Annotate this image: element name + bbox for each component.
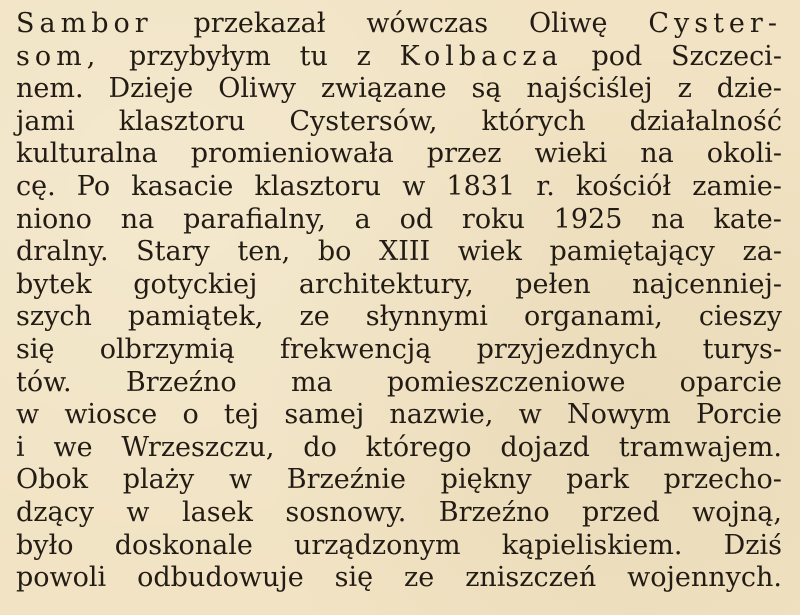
word: tu	[299, 40, 328, 72]
word: bo	[317, 236, 352, 268]
word: w	[126, 496, 150, 528]
word: Po	[76, 170, 111, 202]
word: są	[471, 73, 502, 105]
word: pełen	[515, 268, 591, 300]
word: zamie-	[692, 170, 782, 202]
word: niono	[16, 203, 92, 235]
word: przez	[426, 138, 502, 170]
text-line-11	[16, 334, 782, 367]
word: do	[303, 431, 337, 463]
word: dralny.	[16, 236, 109, 268]
word: 1925	[553, 203, 623, 235]
word: jami	[16, 105, 75, 137]
word: sosnowy.	[285, 496, 407, 528]
word: za-	[742, 236, 782, 268]
word: odbudowuje	[137, 562, 304, 594]
word: dzie-	[716, 73, 782, 105]
word: pomieszczeniowe	[386, 366, 626, 398]
word: XIII	[378, 236, 431, 268]
word-cystersom-part1: Cyster-	[648, 8, 782, 39]
word: którego	[365, 431, 472, 463]
word: bytek	[16, 268, 92, 300]
word: Szczeci-	[671, 40, 782, 72]
word: a	[354, 203, 371, 235]
word: związane	[320, 73, 447, 105]
word: ma	[290, 366, 333, 398]
text-line-1	[16, 8, 782, 41]
word: parafialny,	[183, 203, 326, 235]
text-line-16	[16, 497, 782, 530]
word: organami,	[523, 301, 663, 333]
text-line-15	[16, 464, 782, 497]
word: Cystersów,	[289, 105, 438, 137]
word: w	[228, 464, 253, 496]
word: słynnymi	[365, 301, 488, 333]
word: kasacie	[131, 170, 234, 202]
word: ten,	[237, 236, 291, 268]
text-line-4	[16, 106, 782, 139]
word: Porcie	[695, 399, 782, 431]
word: działalność	[629, 105, 782, 137]
word: klasztoru	[118, 105, 246, 137]
word: wiosce	[64, 399, 158, 431]
word: we	[53, 431, 93, 463]
word: cieszy	[698, 301, 782, 333]
word: samej	[284, 399, 365, 431]
word: w	[518, 399, 542, 431]
word: tów.	[16, 366, 72, 398]
word: olbrzymią	[99, 333, 235, 365]
word: oparcie	[679, 366, 782, 398]
text-line-7	[16, 204, 782, 237]
word: przybyłym	[129, 40, 271, 72]
word: kulturalna	[16, 138, 158, 170]
word: zniszczeń	[465, 562, 597, 594]
word: nazwie,	[389, 399, 494, 431]
word: Wrzeszczu,	[121, 431, 275, 463]
word: wówczas	[366, 8, 489, 39]
word: piękny	[440, 464, 532, 496]
word: szych	[16, 301, 92, 333]
word: kąpieliskiem.	[501, 529, 683, 561]
word: z	[356, 40, 371, 72]
word: kościół	[575, 170, 672, 202]
word: roku	[461, 203, 525, 235]
word: w	[16, 399, 40, 431]
word: r.	[536, 170, 555, 202]
word: przecho-	[663, 464, 782, 496]
text-line-12	[16, 367, 782, 400]
word: i	[16, 431, 25, 463]
word: powoli	[16, 562, 107, 594]
word: cę.	[16, 170, 56, 202]
word: turys-	[702, 333, 782, 365]
word: dojazd	[500, 431, 590, 463]
word: nem.	[16, 73, 84, 105]
word: gotyckiej	[133, 268, 258, 300]
word: Brzeźno	[125, 366, 237, 398]
word: wojną,	[692, 496, 782, 528]
word: przed	[582, 496, 660, 528]
word: architektury,	[298, 268, 474, 300]
text-line-10	[16, 301, 782, 334]
word: Obok	[16, 464, 89, 496]
word: okoli-	[706, 138, 782, 170]
word: się	[16, 333, 55, 365]
word: wieki	[534, 138, 608, 170]
word: pod	[591, 40, 643, 72]
word: w	[402, 170, 426, 202]
word: Dziś	[723, 529, 782, 561]
word: park	[566, 464, 629, 496]
text-line-5	[16, 138, 782, 171]
word: było	[16, 529, 74, 561]
word: tramwajem.	[618, 431, 782, 463]
word: od	[399, 203, 434, 235]
word: z	[677, 73, 692, 105]
word: najcenniej-	[632, 268, 782, 300]
text-line-3	[16, 73, 782, 106]
text-line-6	[16, 171, 782, 204]
word: lasek	[181, 496, 253, 528]
word: ze	[404, 562, 435, 594]
word: ze	[299, 301, 330, 333]
word: kate-	[713, 203, 782, 235]
text-line-13	[16, 399, 782, 432]
word-cystersom-part2: som,	[16, 40, 101, 72]
word: doskonale	[114, 529, 253, 561]
word: przyjezdnych	[476, 333, 658, 365]
text-line-2	[16, 41, 782, 74]
word: Brzeźnie	[286, 464, 406, 496]
word: wojennych.	[627, 562, 782, 594]
word: pamiętający	[549, 236, 715, 268]
word: pamiątek,	[127, 301, 264, 333]
word: frekwencją	[279, 333, 432, 365]
word: wiek	[457, 236, 522, 268]
word: promieniowała	[190, 138, 394, 170]
text-line-8	[16, 236, 782, 269]
word: Oliwę	[528, 8, 608, 39]
word: na	[120, 203, 155, 235]
word-kolbacza: Kolbacza	[399, 40, 563, 72]
word: najściślej	[526, 73, 653, 105]
word-sambor: Sambor	[16, 8, 153, 39]
text-line-17	[16, 530, 782, 563]
word: Nowym	[566, 399, 671, 431]
word: których	[481, 105, 586, 137]
word: plaży	[122, 464, 195, 496]
word: 1831	[446, 170, 516, 202]
word: o	[182, 399, 199, 431]
word: na	[651, 203, 685, 235]
word: tej	[223, 399, 260, 431]
word: Dzieje	[108, 73, 194, 105]
word: Stary	[136, 236, 210, 268]
word: na	[640, 138, 674, 170]
text-line-14	[16, 432, 782, 465]
text-line-9	[16, 269, 782, 302]
word: klasztoru	[254, 170, 382, 202]
word: przekazał	[193, 8, 326, 39]
word: urządzonym	[293, 529, 461, 561]
word: dzący	[16, 496, 94, 528]
word: Oliwy	[218, 73, 296, 105]
word: Brzeźno	[438, 496, 550, 528]
word: się	[334, 562, 374, 594]
text-line-18	[16, 562, 782, 595]
